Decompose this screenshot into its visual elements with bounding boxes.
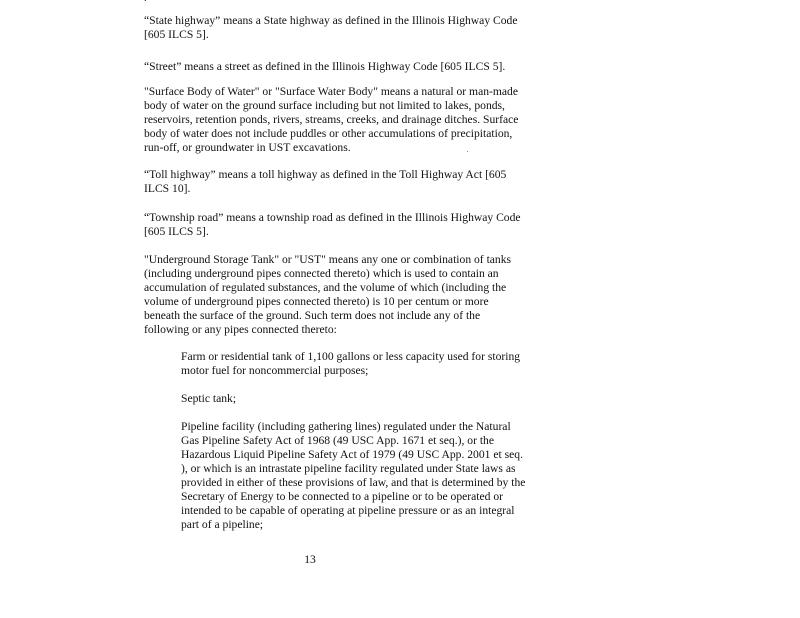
scan-speck — [467, 151, 468, 152]
text-line: beneath the surface of the ground. Such term does not include any of the — [144, 309, 481, 322]
text-line: provided in either of these provisions of law, and that is determined by the — [181, 476, 526, 489]
text-line: "Underground Storage Tank" or "UST" means any one or combination of tanks — [144, 253, 512, 266]
text-line: volume of underground pipes connected thereto) is 10 per centum or more — [144, 295, 489, 308]
exclusion-farm-residential-tank — [181, 350, 546, 378]
text-line: part of a pipeline; — [181, 518, 264, 531]
text-line: ), or which is an intrastate pipeline facility regulated under State laws as — [181, 462, 516, 475]
text-line: Farm or residential tank of 1,100 gallons or less capacity used for storing — [181, 350, 521, 363]
text-line: “Township road” means a township road as defined in the Illinois Highway Code — [144, 211, 521, 224]
text-line: Septic tank; — [181, 392, 237, 405]
definition-state-highway — [144, 14, 544, 42]
text-line: Pipeline facility (including gathering lines) regulated under the Natural — [181, 420, 511, 433]
text-line: following or any pipes connected thereto: — [144, 323, 337, 336]
text-line: motor fuel for noncommercial purposes; — [181, 364, 369, 377]
text-line: Secretary of Energy to be connected to a pipeline or to be operated or — [181, 490, 504, 503]
text-line: “State highway” means a State highway as defined in the Illinois Highway Code — [144, 14, 518, 27]
top-fragment — [144, 0, 152, 2]
definition-underground-storage-tank — [144, 253, 544, 337]
exclusion-pipeline-facility — [181, 420, 546, 532]
exclusion-septic-tank — [181, 392, 546, 406]
text-line: intended to be capable of operating at pipeline pressure or as an integral — [181, 504, 515, 517]
text-line: "Surface Body of Water" or "Surface Water Body" means a natural or man-made — [144, 85, 518, 98]
text-line: body of water does not include puddles or other accumulations of precipitation, — [144, 127, 513, 140]
definition-toll-highway — [144, 168, 544, 196]
text-line: Gas Pipeline Safety Act of 1968 (49 USC App. 1671 et seq.), or the — [181, 434, 494, 447]
page-number: 13 — [304, 553, 316, 566]
text-line: “Street” means a street as defined in the Illinois Highway Code [605 ILCS 5]. — [144, 60, 506, 73]
text-line: run-off, or groundwater in UST excavations. — [144, 141, 351, 154]
text-line: reservoirs, retention ponds, rivers, streams, creeks, and drainage ditches. Surface — [144, 113, 519, 126]
definition-township-road — [144, 211, 544, 239]
text-line: [605 ILCS 5]. — [144, 225, 209, 238]
definition-surface-body-of-water — [144, 85, 544, 155]
text-line: “Toll highway” means a toll highway as defined in the Toll Highway Act [605 — [144, 168, 507, 181]
text-line: (including underground pipes connected thereto) which is used to contain an — [144, 267, 499, 280]
text-line: ILCS 10]. — [144, 182, 191, 195]
text-line: body of water on the ground surface including but not limited to lakes, ponds, — [144, 99, 505, 112]
definition-street — [144, 60, 544, 74]
text-line: accumulation of regulated substances, and the volume of which (including the — [144, 281, 507, 294]
text-line: Hazardous Liquid Pipeline Safety Act of 1979 (49 USC App. 2001 et seq. — [181, 448, 523, 461]
text-line: [605 ILCS 5]. — [144, 28, 209, 41]
